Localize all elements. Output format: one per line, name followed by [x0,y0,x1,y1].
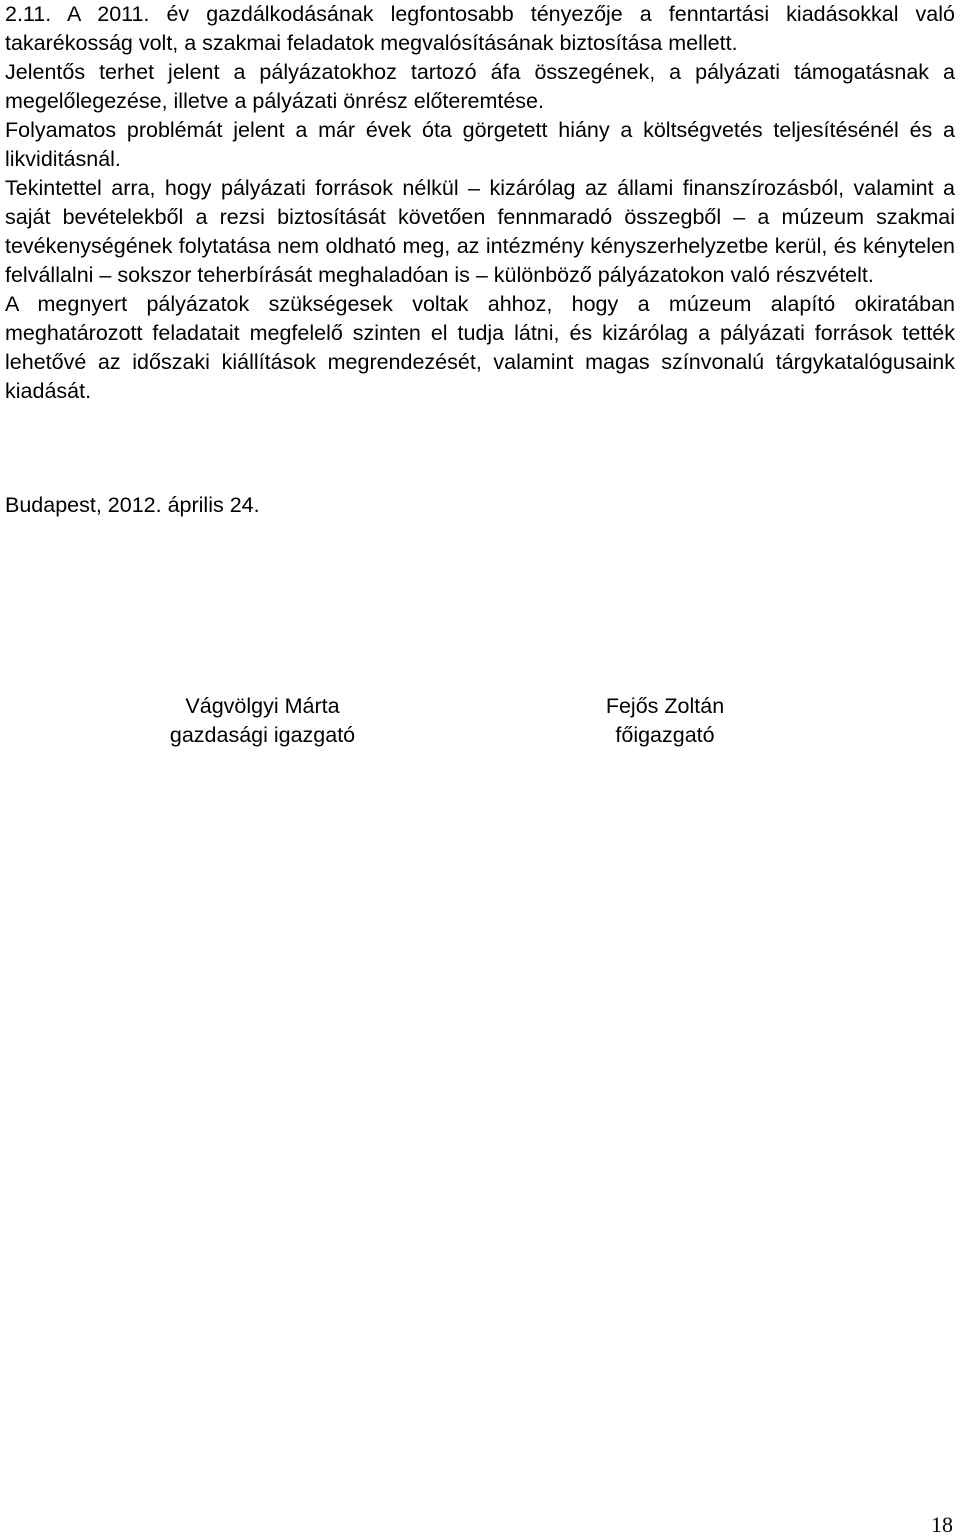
signature-block-left [120,692,405,750]
paragraph-funding: Tekintettel arra, hogy pályázati források nélkül – kizárólag az állami finanszírozásból, valamint a saját bevételekből a rezsi biztosítását követően fennmaradó összegből – a múzeum szakmai tevékenységének folytatása nem oldható meg, az intézmény kényszerhelyzetbe kerül, és kénytelen felvállalni – sokszor teherbírását meghaladóan is – különböző pályázatokon való részvételt. [5,176,955,287]
paragraph-grants: A megnyert pályázatok szükségesek voltak ahhoz, hogy a múzeum alapító okiratában meghatározott feladatait megfelelő szinten el tudja látni, és kizárólag a pályázati források tették lehetővé az időszaki kiállítások megrendezését, valamint magas színvonalú tárgykatalógusaink kiadását. [5,292,955,403]
signatory-title: gazdasági igazgató [169,723,356,747]
place-and-date: Budapest, 2012. április 24. [5,493,260,517]
document-body [5,0,955,406]
paragraph-economy: 2.11. A 2011. év gazdálkodásának legfontosabb tényezője a fenntartási kiadásokkal való takarékosság volt, a szakmai feladatok megvalósításának biztosítása mellett. [5,2,955,55]
signatory-name: Vágvölgyi Márta [185,694,340,718]
signatory-title: főigazgató [615,723,715,747]
paragraph-deficit: Folyamatos problémát jelent a már évek óta görgetett hiány a költségvetés teljesítésénél és a likviditásnál. [5,118,955,171]
signatory-name: Fejős Zoltán [605,694,725,718]
paragraph-vat-burden: Jelentős terhet jelent a pályázatokhoz tartozó áfa összegének, a pályázati támogatásnak a megelőlegezése, illetve a pályázati önrész előteremtése. [5,60,955,113]
signature-block-right [550,692,780,750]
page-number: 18 [931,1512,953,1537]
